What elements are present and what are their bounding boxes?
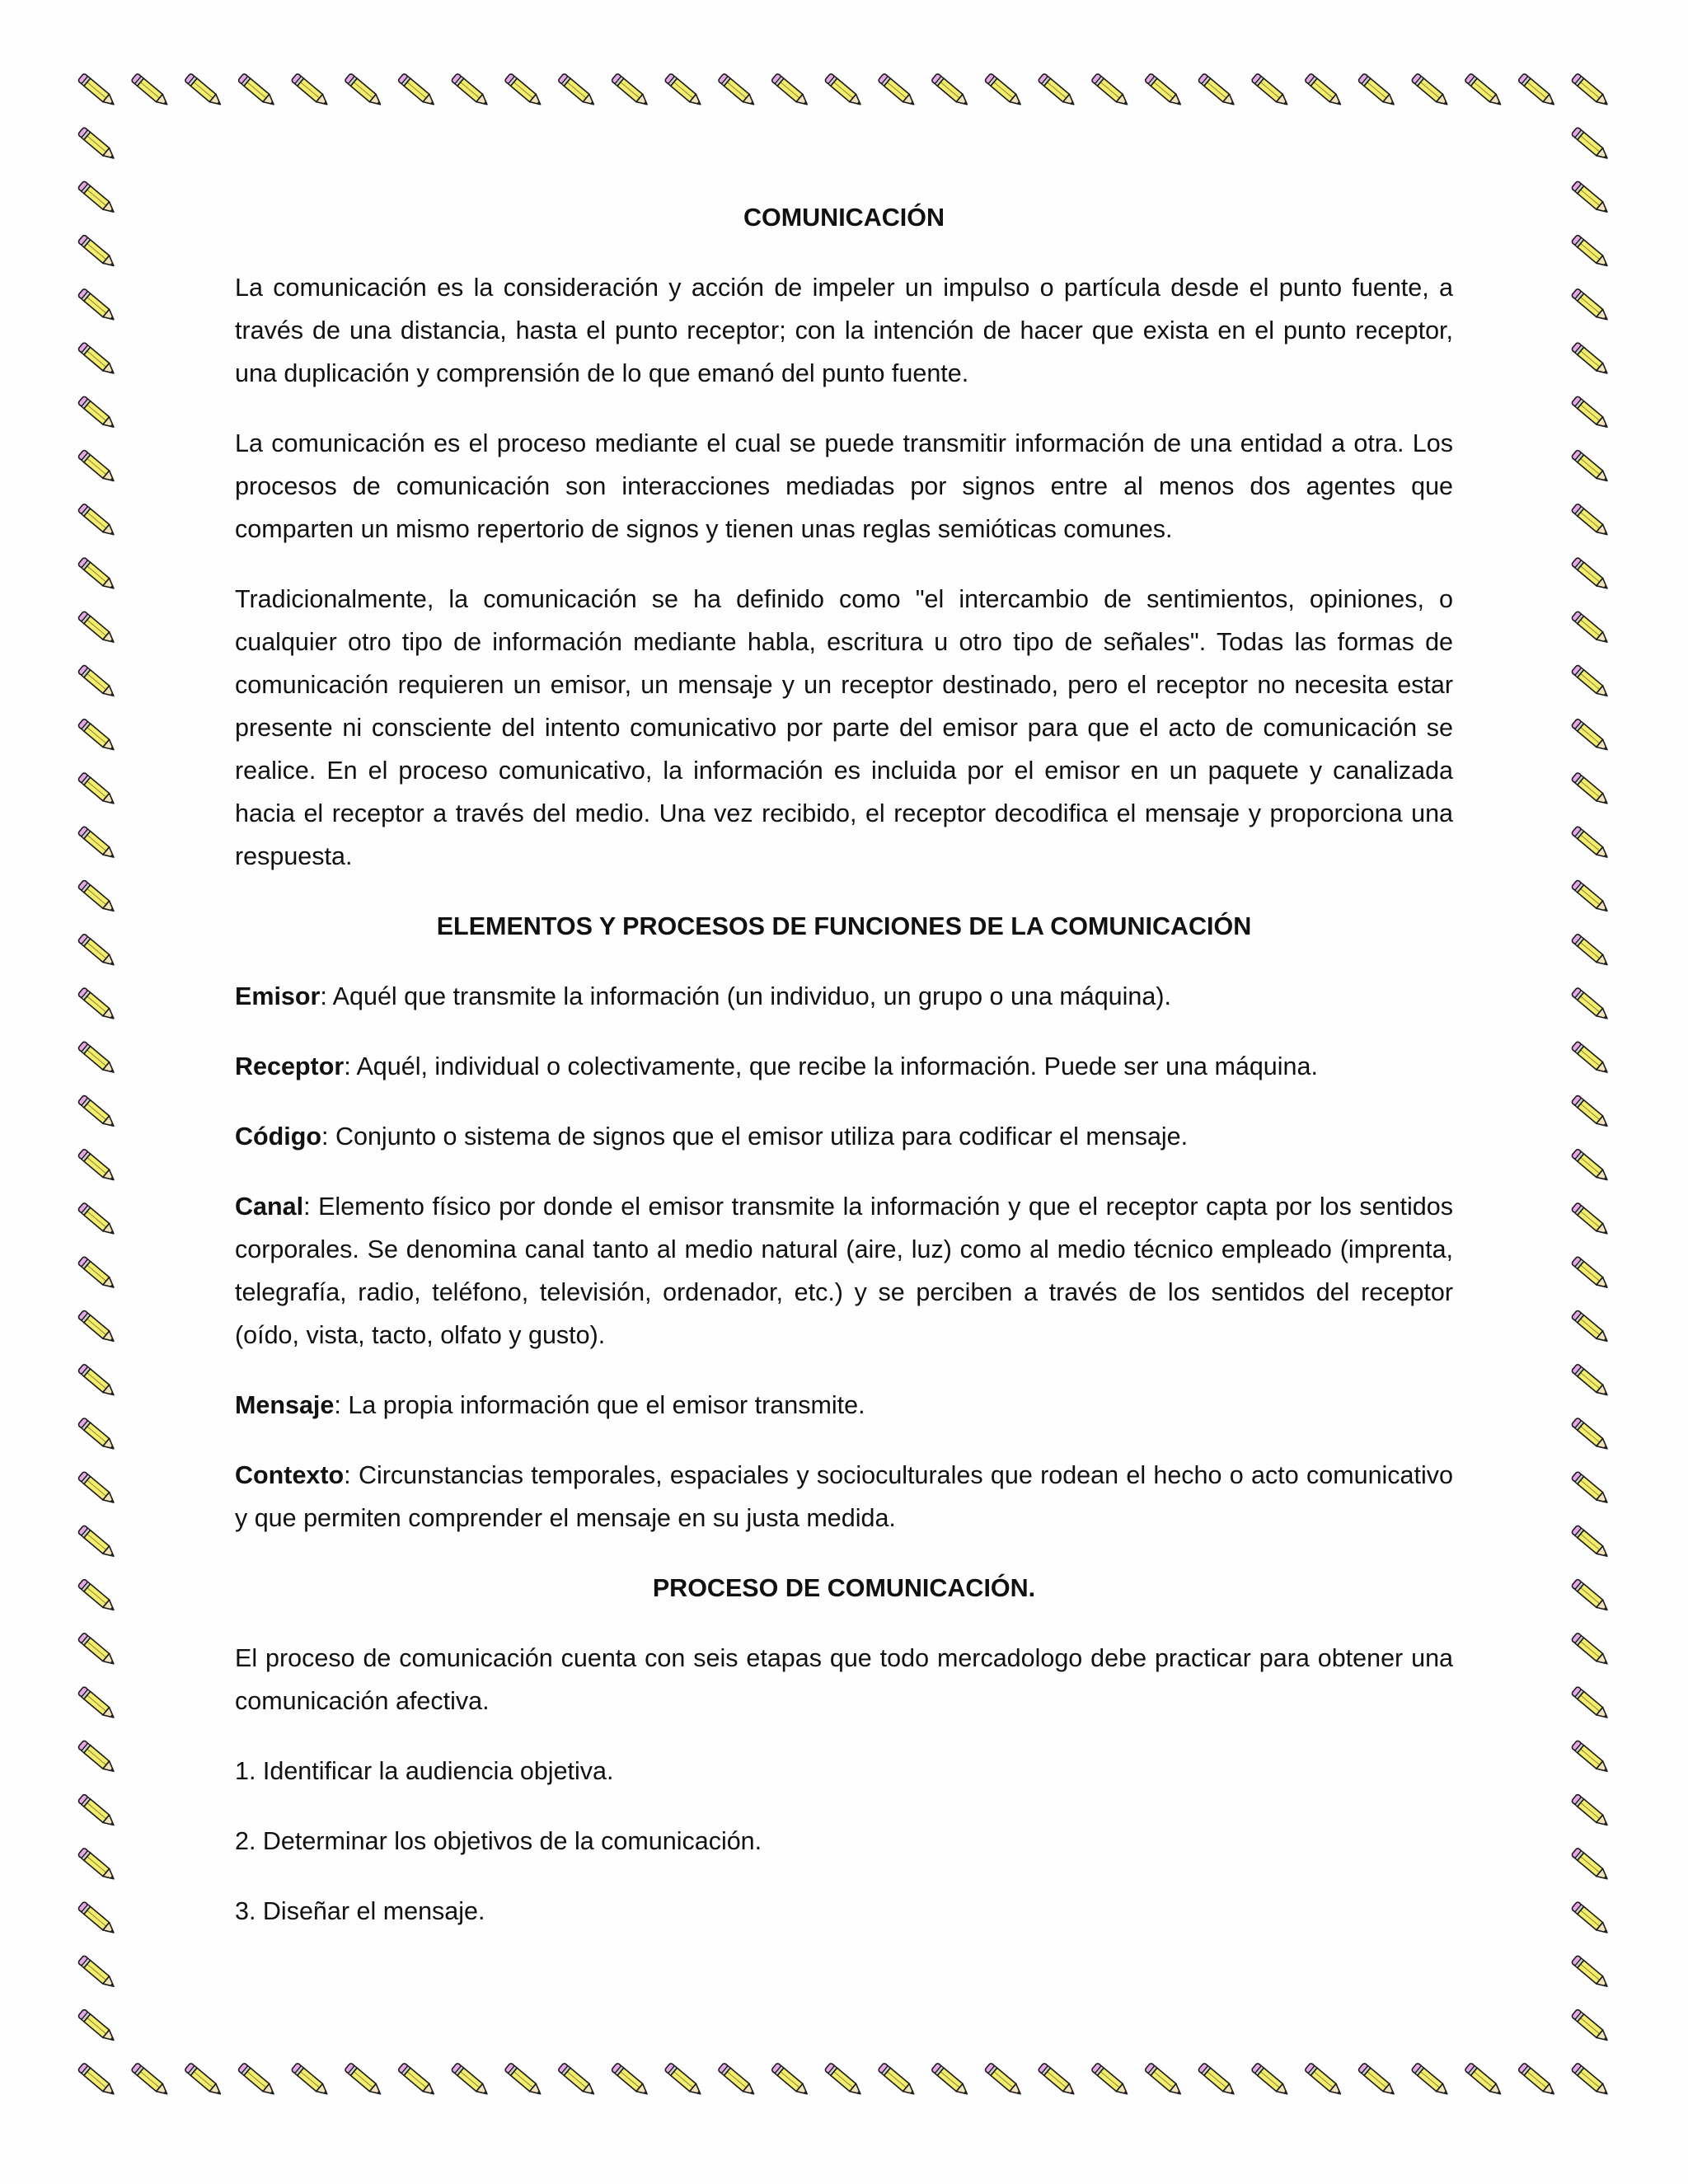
pencil-icon: [1411, 2063, 1451, 2098]
element-canal: [235, 1185, 1453, 1357]
pencil-icon: [1571, 504, 1611, 539]
document-body: [235, 196, 1453, 1960]
pencil-icon: [1571, 1364, 1611, 1399]
pencil-icon: [77, 664, 117, 700]
pencil-icon: [131, 73, 171, 109]
pencil-icon: [824, 2063, 864, 2098]
pencil-icon: [1571, 1525, 1611, 1560]
pencil-icon: [664, 73, 704, 109]
pencil-icon: [1571, 1094, 1611, 1130]
pencil-icon: [1571, 1471, 1611, 1507]
pencil-icon: [77, 1471, 117, 1507]
pencil-icon: [771, 2063, 811, 2098]
pencil-icon: [1571, 826, 1611, 861]
pencil-icon: [77, 1955, 117, 1990]
pencil-icon: [185, 73, 224, 109]
pencil-icon: [237, 2063, 277, 2098]
pencil-icon: [1198, 73, 1237, 109]
pencil-icon: [718, 2063, 757, 2098]
element-emisor: [235, 975, 1453, 1018]
pencil-icon: [1518, 73, 1558, 109]
element-receptor: [235, 1045, 1453, 1088]
pencil-icon: [1571, 1579, 1611, 1615]
pencil-icon: [558, 2063, 598, 2098]
pencil-icon: [77, 1633, 117, 1668]
pencil-icon: [1305, 73, 1344, 109]
pencil-icon: [398, 73, 438, 109]
element-definition: : La propia información que el emisor transmite.: [334, 1391, 865, 1419]
pencil-icon: [504, 2063, 544, 2098]
pencil-icon: [1465, 2063, 1504, 2098]
pencil-icon: [1571, 127, 1611, 162]
intro-paragraph-3: Tradicionalmente, la comunicación se ha definido como "el intercambio de sentimientos, opiniones, o cualquier otro tipo de información mediante habla, escritura u otro tipo de señales". Todas las formas de comunicación requieren un emisor, un mensaje y un receptor destinado, pero el receptor no necesita estar presente ni consciente del intento comunicativo por parte del emisor para que el acto de comunicación se realice. En el proceso comunicativo, la información es incluida por el emisor en un paquete y canalizada hacia el receptor a través del medio. Una vez recibido, el receptor decodifica el mensaje y proporciona una respuesta.: [235, 585, 1453, 870]
pencil-icon: [77, 73, 117, 109]
pencil-icon: [77, 449, 117, 485]
process-heading: PROCESO DE COMUNICACIÓN.: [652, 1574, 1036, 1602]
pencil-icon: [77, 1793, 117, 1829]
pencil-icon: [77, 1364, 117, 1399]
pencil-icon: [1571, 1149, 1611, 1184]
pencil-icon: [1571, 1848, 1611, 1883]
pencil-icon: [1571, 719, 1611, 754]
pencil-icon: [77, 1579, 117, 1615]
pencil-icon: [718, 73, 757, 109]
pencil-icon: [291, 73, 331, 109]
pencil-icon: [931, 73, 971, 109]
pencil-icon: [931, 2063, 971, 2098]
pencil-icon: [984, 2063, 1024, 2098]
pencil-icon: [1571, 557, 1611, 593]
pencil-icon: [1357, 2063, 1397, 2098]
pencil-icon: [77, 611, 117, 646]
pencil-icon: [1357, 73, 1397, 109]
pencil-icon: [664, 2063, 704, 2098]
pencil-icon: [77, 127, 117, 162]
pencil-icon: [1518, 2063, 1558, 2098]
element-term: Receptor: [235, 1052, 345, 1080]
pencil-icon: [77, 719, 117, 754]
element-term: Emisor: [235, 982, 321, 1010]
intro-paragraph-1: La comunicación es la consideración y acción de impeler un impulso o partícula desde el punto fuente, a través de una distancia, hasta el punto receptor; con la intención de hacer que exista en el punto receptor, una duplicación y comprensión de lo que emanó del punto fuente.: [235, 274, 1453, 387]
pencil-icon: [1571, 987, 1611, 1023]
pencil-icon: [1571, 2008, 1611, 2044]
pencil-icon: [878, 73, 917, 109]
pencil-icon: [77, 2063, 117, 2098]
element-contexto: [235, 1454, 1453, 1540]
pencil-icon: [1571, 73, 1611, 109]
pencil-icon: [77, 342, 117, 377]
document-title: COMUNICACIÓN: [743, 204, 945, 232]
pencil-icon: [77, 1202, 117, 1238]
pencil-icon: [1571, 1955, 1611, 1990]
pencil-icon: [1145, 2063, 1184, 2098]
pencil-icon: [771, 73, 811, 109]
pencil-icon: [1571, 1041, 1611, 1076]
pencil-icon: [1571, 1418, 1611, 1453]
pencil-icon: [824, 73, 864, 109]
pencil-icon: [77, 557, 117, 593]
pencil-icon: [1571, 1202, 1611, 1238]
pencil-icon: [1411, 73, 1451, 109]
pencil-icon: [1571, 342, 1611, 377]
pencil-icon: [77, 504, 117, 539]
pencil-icon: [77, 1310, 117, 1345]
element-term: Contexto: [235, 1461, 345, 1489]
pencil-icon: [291, 2063, 331, 2098]
pencil-icon: [1145, 73, 1184, 109]
pencil-icon: [345, 73, 384, 109]
pencil-icon: [77, 826, 117, 861]
pencil-icon: [77, 1094, 117, 1130]
pencil-icon: [1571, 2063, 1611, 2098]
pencil-icon: [1571, 772, 1611, 808]
pencil-icon: [1571, 611, 1611, 646]
pencil-icon: [398, 2063, 438, 2098]
element-definition: : Circunstancias temporales, espaciales y socioculturales que rodean el hecho o acto comunicativo y que permiten comprender el mensaje en su justa medida.: [235, 1461, 1453, 1532]
pencil-icon: [1038, 73, 1077, 109]
element-term: Mensaje: [235, 1391, 335, 1419]
pencil-icon: [131, 2063, 171, 2098]
elements-heading: ELEMENTOS Y PROCESOS DE FUNCIONES DE LA COMUNICACIÓN: [436, 912, 1252, 940]
pencil-icon: [77, 934, 117, 969]
pencil-icon: [77, 2008, 117, 2044]
pencil-icon: [504, 73, 544, 109]
pencil-icon: [1571, 1686, 1611, 1722]
pencil-icon: [77, 1686, 117, 1722]
element-term: Canal: [235, 1193, 304, 1221]
pencil-icon: [1251, 2063, 1291, 2098]
element-mensaje: [235, 1384, 1453, 1427]
pencil-icon: [878, 2063, 917, 2098]
pencil-icon: [77, 772, 117, 808]
pencil-icon: [1198, 2063, 1237, 2098]
pencil-icon: [345, 2063, 384, 2098]
element-term: Código: [235, 1122, 322, 1151]
pencil-icon: [1251, 73, 1291, 109]
pencil-icon: [1571, 879, 1611, 915]
pencil-icon: [77, 396, 117, 431]
element-definition: : Aquél que transmite la información (un individuo, un grupo o una máquina).: [320, 982, 1171, 1010]
pencil-icon: [1571, 1901, 1611, 1937]
element-codigo: [235, 1115, 1453, 1158]
pencil-icon: [984, 73, 1024, 109]
pencil-icon: [1571, 396, 1611, 431]
pencil-icon: [77, 1525, 117, 1560]
pencil-icon: [611, 2063, 650, 2098]
pencil-icon: [1571, 1256, 1611, 1291]
pencil-icon: [1091, 2063, 1131, 2098]
element-definition: : Aquél, individual o colectivamente, que recibe la información. Puede ser una máquina.: [344, 1052, 1318, 1080]
pencil-icon: [1571, 234, 1611, 269]
process-step-2: 2. Determinar los objetivos de la comunicación.: [235, 1827, 762, 1855]
pencil-icon: [1571, 664, 1611, 700]
pencil-icon: [1571, 934, 1611, 969]
pencil-icon: [1038, 2063, 1077, 2098]
pencil-icon: [1571, 1740, 1611, 1775]
pencil-icon: [77, 1848, 117, 1883]
pencil-icon: [77, 879, 117, 915]
pencil-icon: [1571, 1633, 1611, 1668]
pencil-icon: [77, 1256, 117, 1291]
pencil-icon: [77, 288, 117, 324]
pencil-icon: [1571, 449, 1611, 485]
process-intro: El proceso de comunicación cuenta con seis etapas que todo mercadologo debe practicar para obtener una comunicación afectiva.: [235, 1644, 1453, 1715]
pencil-icon: [1465, 73, 1504, 109]
pencil-icon: [77, 234, 117, 269]
process-step-1: 1. Identificar la audiencia objetiva.: [235, 1757, 614, 1785]
intro-paragraph-2: La comunicación es el proceso mediante el cual se puede transmitir información de una entidad a otra. Los procesos de comunicación son interacciones mediadas por signos entre al menos dos agentes que comparten un mismo repertorio de signos y tienen unas reglas semióticas comunes.: [235, 429, 1453, 543]
pencil-icon: [558, 73, 598, 109]
pencil-icon: [1571, 180, 1611, 216]
pencil-icon: [77, 1418, 117, 1453]
pencil-icon: [185, 2063, 224, 2098]
pencil-icon: [77, 1149, 117, 1184]
element-definition: : Conjunto o sistema de signos que el emisor utiliza para codificar el mensaje.: [321, 1122, 1189, 1151]
pencil-icon: [611, 73, 650, 109]
pencil-icon: [77, 180, 117, 216]
pencil-icon: [1571, 288, 1611, 324]
pencil-icon: [451, 73, 490, 109]
pencil-icon: [451, 2063, 490, 2098]
pencil-icon: [77, 1041, 117, 1076]
element-definition: : Elemento físico por donde el emisor transmite la información y que el receptor capta por los sentidos corporales. Se denomina canal tanto al medio natural (aire, luz) como al medio técnico empleado (imprenta, telegrafía, radio, teléfono, televisión, ordenador, etc.) y se perciben a través de los sentidos del receptor (oído, vista, tacto, olfato y gusto).: [235, 1193, 1453, 1349]
pencil-icon: [1091, 73, 1131, 109]
pencil-icon: [237, 73, 277, 109]
pencil-icon: [77, 1740, 117, 1775]
pencil-icon: [1571, 1310, 1611, 1345]
pencil-icon: [77, 1901, 117, 1937]
pencil-icon: [1305, 2063, 1344, 2098]
pencil-icon: [77, 987, 117, 1023]
pencil-icon: [1571, 1793, 1611, 1829]
process-step-3: 3. Diseñar el mensaje.: [235, 1897, 485, 1925]
